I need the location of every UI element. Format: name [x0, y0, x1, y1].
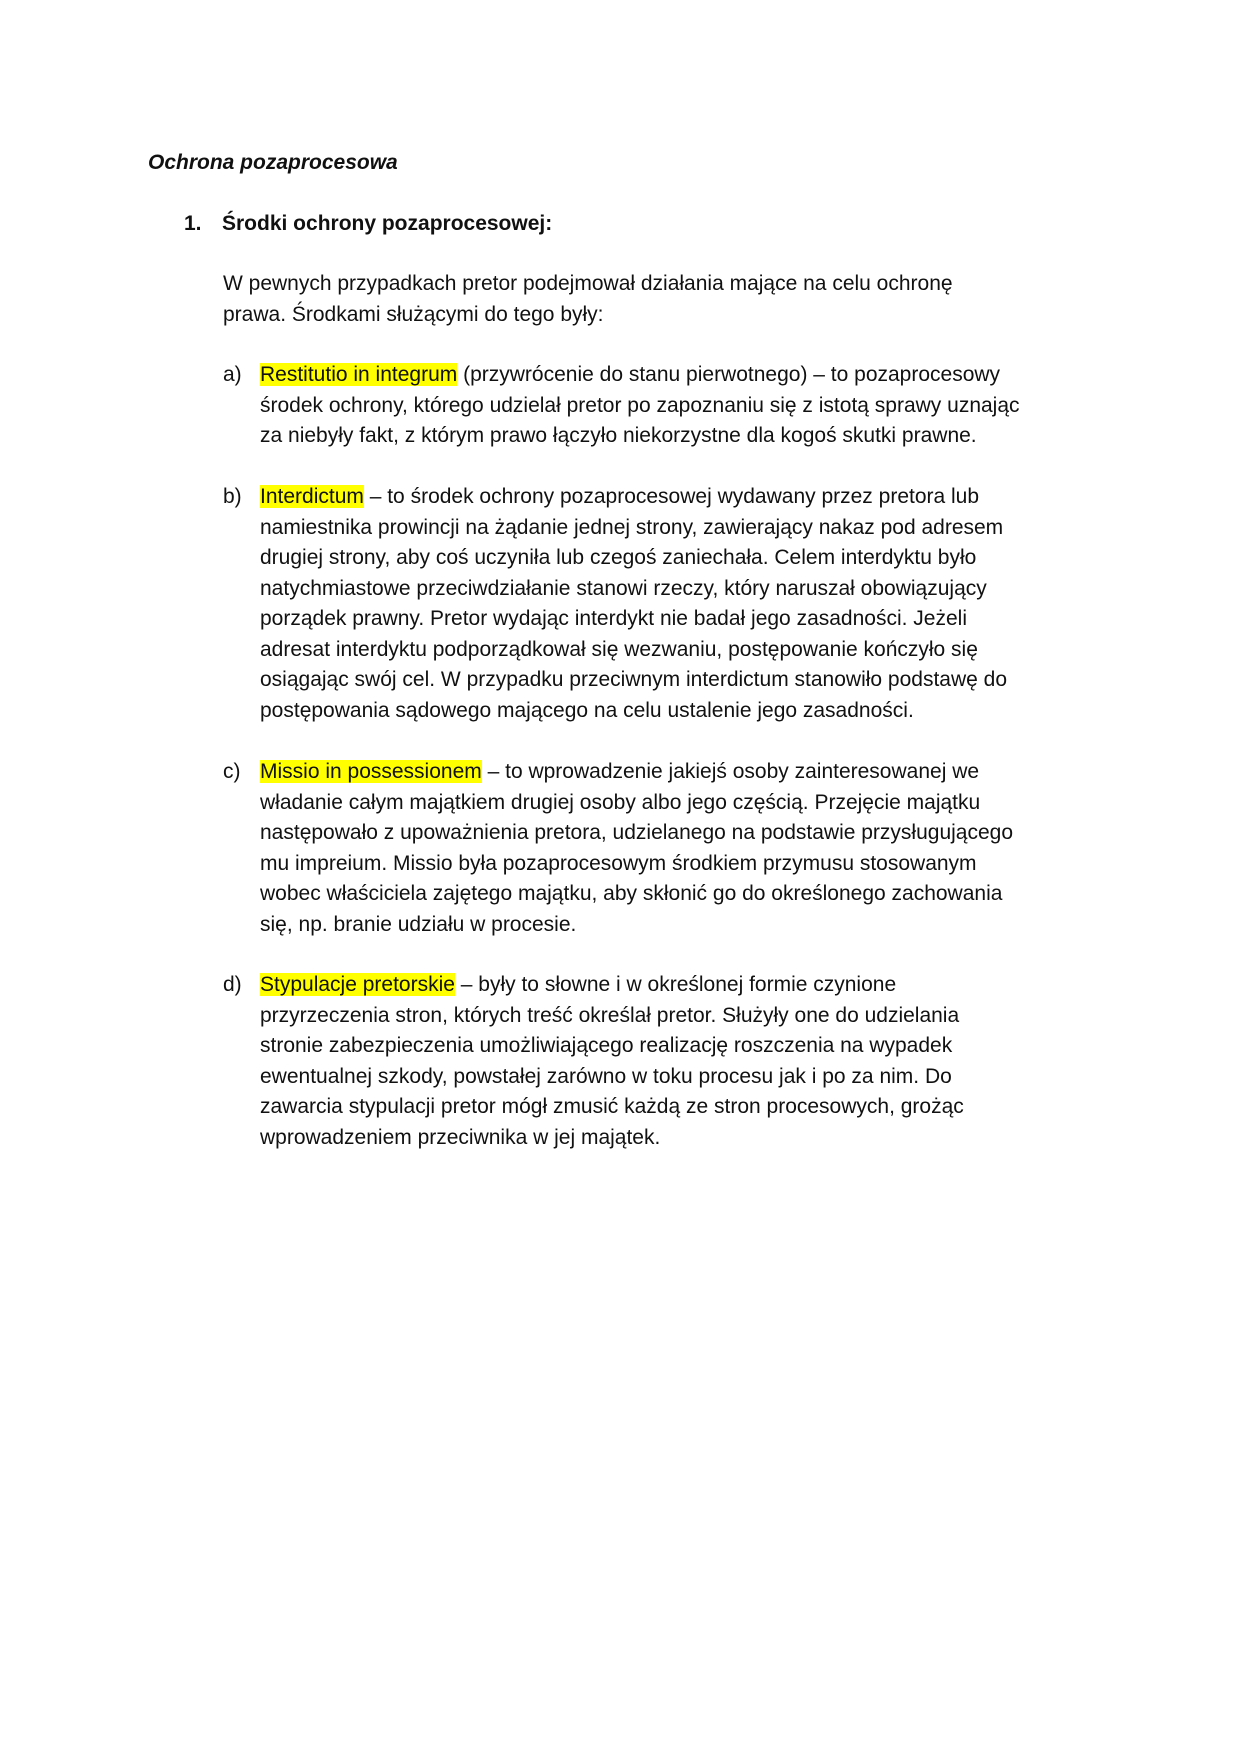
first-line-text: (przywrócenie do stanu pierwotnego) – to pozaprocesowy [457, 363, 1001, 386]
list-item-body [260, 970, 1120, 1153]
list-item-first-line [260, 482, 1120, 513]
list-item-body [260, 757, 1120, 940]
list-item-line: zawarcia stypulacji pretor mógł zmusić każdą ze stron procesowych, grożąc [260, 1095, 964, 1118]
list-marker: c) [223, 760, 241, 783]
list-item-line: następowało z upoważnienia pretora, udzielanego na podstawie przysługującego [260, 821, 1014, 844]
list-item-line: ewentualnej szkody, powstałej zarówno w toku procesu jak i po za nim. Do [260, 1064, 952, 1088]
list-item-line: środek ochrony, którego udzielał pretor po zapoznaniu się z istotą sprawy uznając [260, 393, 1020, 417]
section-heading-text: Środki ochrony pozaprocesowej: [222, 212, 553, 235]
first-line-text: – to wprowadzenie jakiejś osoby zainteresowanej we [481, 760, 980, 783]
list-item-first-line [260, 360, 1120, 391]
list-item-line: drugiej strony, aby coś uczyniła lub czegoś zaniechała. Celem interdyktu było [260, 546, 977, 569]
list-item-first-line [260, 757, 1120, 788]
list-item-line: adresat interdyktu podporządkował się wezwaniu, postępowanie kończyło się [260, 637, 978, 661]
document-title: Ochrona pozaprocesowa [148, 151, 398, 174]
list-item-line: porządek prawny. Pretor wydając interdykt nie badał jego zasadności. Jeżeli [260, 607, 967, 630]
highlighted-term: Missio in possessionem [260, 760, 482, 783]
list-item-body [260, 482, 1120, 726]
list-item-line: za niebyły fakt, z którym prawo łączyło niekorzystne dla kogoś skutki prawne. [260, 424, 977, 447]
list-item-body [260, 360, 1120, 452]
list-item-line: postępowania sądowego mającego na celu ustalenie jego zasadności. [260, 698, 914, 722]
list-item-line: przyrzeczenia stron, których treść określał pretor. Służyły one do udzielania [260, 1003, 960, 1027]
list-marker: a) [223, 363, 242, 386]
section-number: 1. [184, 212, 202, 235]
first-line-text: – były to słowne i w określonej formie czynione [454, 973, 897, 996]
list-item-line: osiągając swój cel. W przypadku przeciwnym interdictum stanowiło podstawę do [260, 668, 1007, 691]
highlighted-term: Restitutio in integrum [260, 363, 458, 386]
intro-paragraph [223, 269, 1103, 330]
highlighted-term: Interdictum [260, 485, 364, 508]
first-line-text: – to środek ochrony pozaprocesowej wydawany przez pretora lub [363, 485, 980, 508]
intro-line: W pewnych przypadkach pretor podejmował działania mające na celu ochronę [223, 272, 953, 295]
list-item-line: się, np. branie udziału w procesie. [260, 912, 577, 936]
list-marker: d) [223, 973, 242, 996]
intro-line: prawa. Środkami służącymi do tego były: [223, 302, 604, 326]
list-item-line: namiestnika prowincji na żądanie jednej strony, zawierający nakaz pod adresem [260, 515, 1004, 539]
list-item-line: natychmiastowe przeciwdziałanie stanowi rzeczy, który naruszał obowiązujący [260, 576, 987, 600]
list-item-line: władanie całym majątkiem drugiej osoby albo jego częścią. Przejęcie majątku [260, 790, 981, 814]
list-item-line: wprowadzeniem przeciwnika w jej majątek. [260, 1125, 661, 1149]
list-item-first-line [260, 970, 1120, 1001]
highlighted-term: Stypulacje pretorskie [260, 973, 455, 996]
section-heading [184, 209, 552, 239]
list-marker: b) [223, 485, 242, 508]
list-item-line: stronie zabezpieczenia umożliwiającego realizację roszczenia na wypadek [260, 1034, 953, 1057]
list-item-line: wobec właściciela zajętego majątku, aby skłonić go do określonego zachowania [260, 882, 1003, 905]
list-item-line: mu impreium. Missio była pozaprocesowym środkiem przymusu stosowanym [260, 851, 977, 875]
